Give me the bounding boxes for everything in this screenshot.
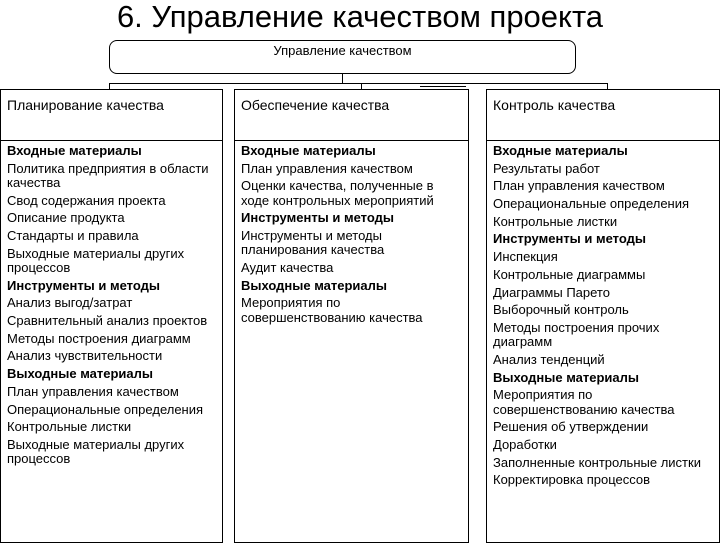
list-item: Контрольные диаграммы [493,266,646,282]
list-item: План управления качеством [7,383,179,399]
column-header-label: Обеспечение качества [241,97,390,113]
root-node: Управление качеством [109,40,576,74]
list-item: Корректировка процессов [493,472,651,488]
list-item: Анализ чувствительности [7,348,163,364]
list-item: Описание продукта [7,210,125,226]
section-heading: Выходные материалы [241,277,388,293]
list-item: Операциональные определения [493,196,690,212]
section-heading: Входные материалы [7,143,142,158]
list-item: План управления качеством [241,160,413,176]
list-item: Сравнительный анализ проектов [7,313,208,329]
column-body-control [486,140,720,543]
list-item: Методы построения диаграмм [7,330,191,346]
list-item: Инструменты и методы планирования качества [241,228,385,258]
list-item: Выходные материалы других процессов [7,245,185,276]
section-heading: Инструменты и методы [7,277,160,293]
list-item: Заполненные контрольные листки [493,454,701,470]
list-item: Мероприятия по совершенствованию качества [241,295,423,325]
slide-title: 6. Управление качеством проекта [116,0,604,34]
column-header-control [486,89,720,141]
list-item: Мероприятия по совершенствованию качества [493,387,675,417]
list-item: Политика предприятия в области качества [7,160,209,190]
list-item: Оценки качества, полученные в ходе контрольных мероприятий [241,178,434,208]
column-header-label: Планирование качества [7,97,164,113]
list-item: Операциональные определения [7,401,204,417]
list-item: Инспекция [493,249,558,265]
column-header-label: Контроль качества [493,97,616,113]
list-item: Выборочный контроль [493,302,629,318]
connector-trunk [342,74,343,83]
connector-bar-mid [420,86,466,87]
list-item: Контрольные листки [7,419,132,435]
section-heading: Выходные материалы [493,369,640,385]
section-heading: Инструменты и методы [493,231,646,247]
list-item: Выходные материалы других процессов [7,436,185,467]
list-item: Контрольные листки [493,213,618,229]
column-body-planning [0,140,223,543]
section-heading: Выходные материалы [7,366,154,382]
section-heading: Инструменты и методы [241,210,394,226]
list-item: Результаты работ [493,160,600,176]
column-body-assurance [234,140,469,543]
section-heading: Входные материалы [493,143,628,158]
section-heading: Входные материалы [241,143,376,158]
list-item: Свод содержания проекта [7,192,166,208]
list-item: Методы построения прочих диаграмм [493,319,660,350]
list-item: Анализ тенденций [493,351,605,367]
column-header-planning [0,89,223,141]
list-item: Доработки [493,436,557,452]
list-item: Диаграммы Парето [493,284,610,300]
list-item: Решения об утверждении [493,419,649,435]
list-item: План управления качеством [493,178,665,194]
connector-bar [109,83,608,84]
list-item: Анализ выгод/затрат [7,295,133,311]
list-item: Стандарты и правила [7,228,139,244]
column-header-assurance [234,89,469,141]
list-item: Аудит качества [241,260,334,276]
